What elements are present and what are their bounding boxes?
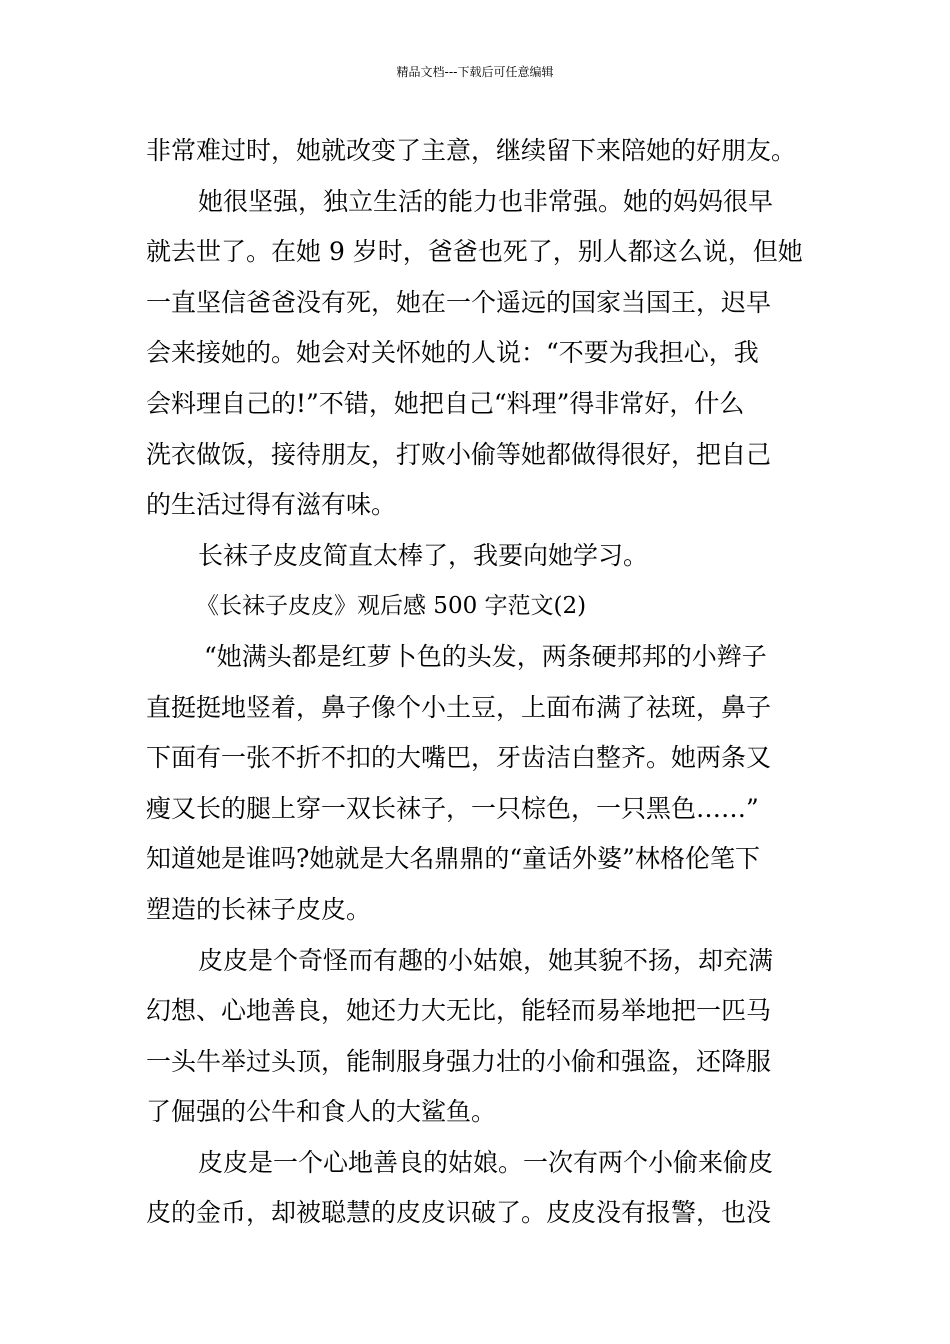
text-line: 直挺挺地竖着，鼻子像个小土豆，上面布满了祛斑，鼻子 — [146, 692, 772, 722]
text-line: 会来接她的。她会对关怀她的人说：“不要为我担心，我 — [146, 338, 759, 368]
document-body — [146, 126, 810, 1239]
section-title: 《长袜子皮皮》观后感 500 字范文(2) — [196, 593, 587, 620]
text-line: 就去世了。在她 9 岁时，爸爸也死了，别人都这么说，但她 — [146, 237, 803, 267]
text-line: 塑造的长袜子皮皮。 — [146, 894, 372, 924]
text-line: 幻想、心地善良，她还力大无比，能轻而易举地把一匹马 — [146, 996, 772, 1026]
paragraph-start: 她很坚强，独立生活的能力也非常强。她的妈妈很早 — [198, 186, 774, 216]
text-line: 了倔强的公牛和食人的大鲨鱼。 — [146, 1097, 497, 1127]
text-line: 一头牛举过头顶，能制服身强力壮的小偷和强盗，还降服 — [146, 1046, 772, 1076]
text-line: 瘦又长的腿上穿一双长袜子，一只棕色，一只黑色……” — [146, 793, 759, 823]
text-line: 会料理自己的!”不错，她把自己“料理”得非常好，什么 — [146, 388, 745, 418]
page-header: 精品文档---下载后可任意编辑 — [396, 65, 554, 79]
text-line: 皮的金币，却被聪慧的皮皮识破了。皮皮没有报警，也没 — [146, 1198, 772, 1228]
text-line: 的生活过得有滋有味。 — [146, 490, 397, 520]
text-line: 洗衣做饭，接待朋友，打败小偷等她都做得很好，把自己 — [146, 439, 772, 469]
text-line: 下面有一张不折不扣的大嘴巴，牙齿洁白整齐。她两条又 — [146, 743, 772, 773]
text-line: 一直坚信爸爸没有死，她在一个遥远的国家当国王，迟早 — [146, 287, 772, 317]
text-line: 知道她是谁吗?她就是大名鼎鼎的“童话外婆”林格伦笔下 — [146, 844, 760, 874]
text-line: 非常难过时，她就改变了主意，继续留下来陪她的好朋友。 — [146, 136, 797, 165]
paragraph-start: “她满头都是红萝卜色的头发，两条硬邦邦的小辫子 — [204, 641, 767, 671]
paragraph-start: 皮皮是个奇怪而有趣的小姑娘，她其貌不扬，却充满 — [198, 945, 774, 975]
paragraph-start: 皮皮是一个心地善良的姑娘。一次有两个小偷来偷皮 — [198, 1147, 774, 1177]
paragraph-start: 长袜子皮皮简直太棒了，我要向她学习。 — [198, 540, 649, 570]
